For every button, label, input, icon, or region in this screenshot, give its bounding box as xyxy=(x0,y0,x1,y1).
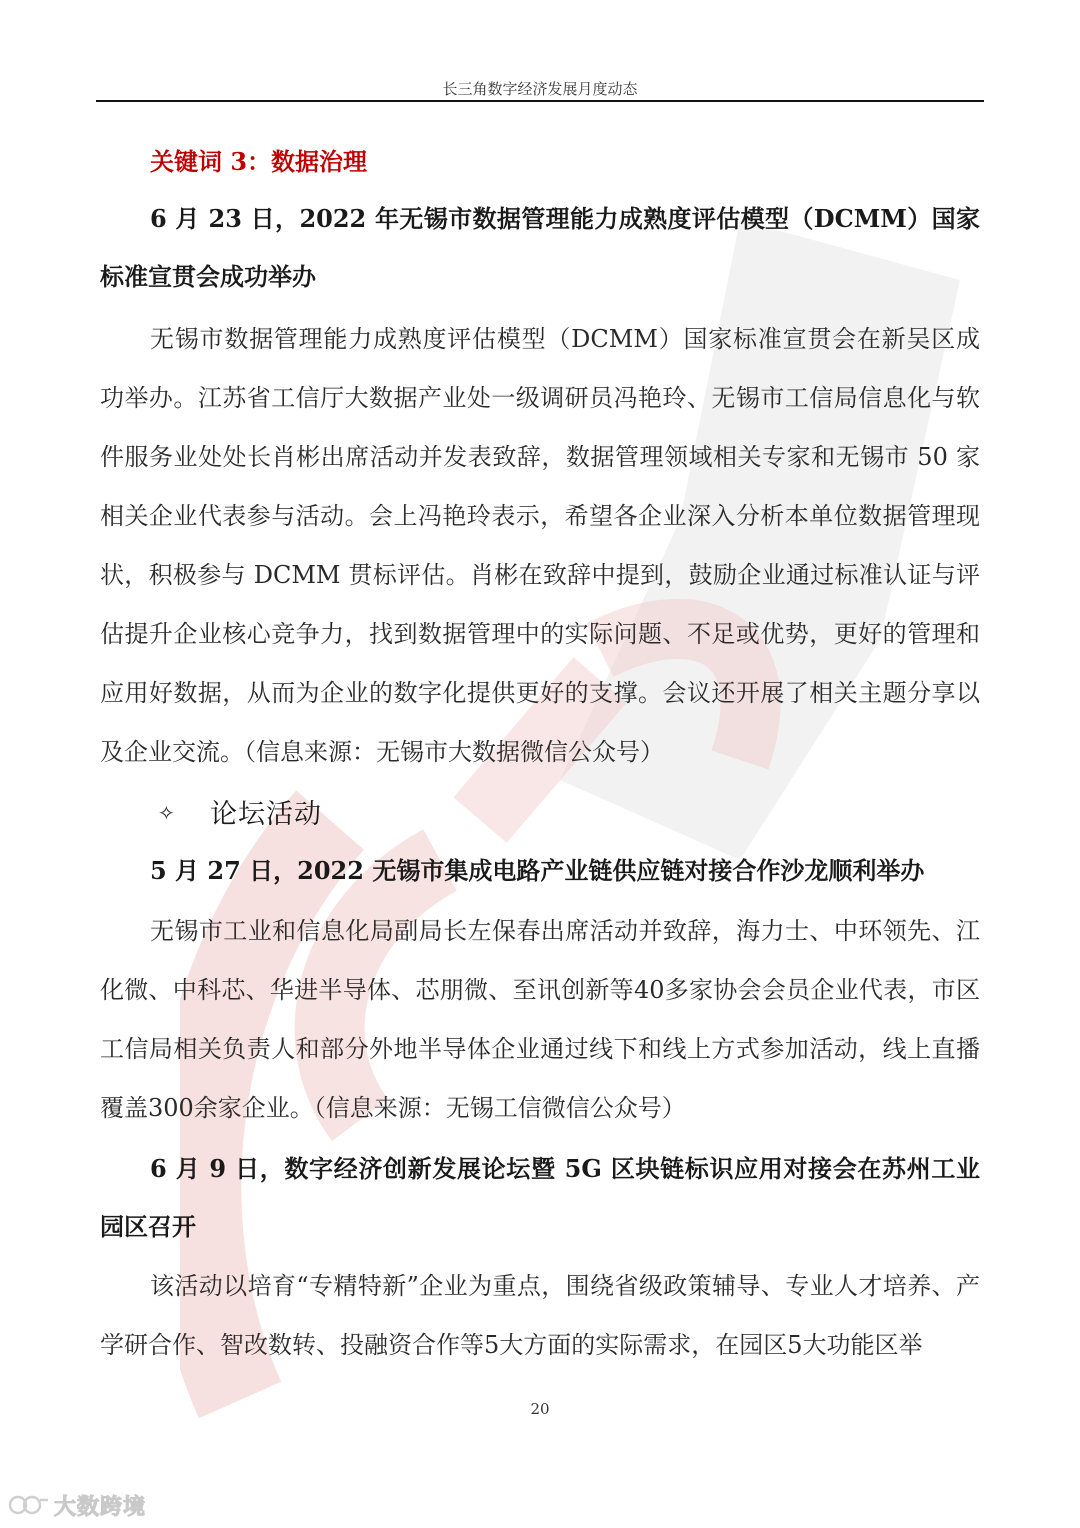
keyword-heading: 关键词 3：数据治理 xyxy=(150,147,368,176)
header-title: 长三角数字经济发展月度动态 xyxy=(442,80,638,98)
news-body-2: 无锡市工业和信息化局副局长左保春出席活动并致辞，海力士、中环领先、江化微、中科芯、华进半导体、芯朋微、至讯创新等40多家协会会员企业代表，市区工信局相关负责人和部分外地半导体企业通过线下和线上方式参加活动，线上直播覆盖300余家企业。（信息来源：无锡工信微信公众号） xyxy=(100,917,980,1122)
news-body-1: 无锡市数据管理能力成熟度评估模型（DCMM）国家标准宣贯会在新吴区成功举办。江苏省工信厅大数据产业处一级调研员冯艳玲、无锡市工信局信息化与软件服务业处处长肖彬出席活动并发表致辞，数据管理领域相关专家和无锡市 50 家相关企业代表参与活动。会上冯艳玲表示，希望各企业深入分析本单位数据管理现状，积极参与 DCMM 贯标评估。肖彬在致辞中提到，鼓励企业通过标准认证与评估提升企业核心竞争力，找到数据管理中的实际问题、不足或优势，更好的管理和应用好数据，从而为企业的数字化提供更好的支撑。会议还开展了相关主题分享以及企业交流。（信息来源：无锡市大数据微信公众号） xyxy=(100,325,980,766)
brand-logo-icon xyxy=(8,1492,52,1518)
diamond-icon: ✧ xyxy=(158,801,175,825)
news-heading-3: 6 月 9 日，数字经济创新发展论坛暨 5G 区块链标识应用对接会在苏州工业园区召开 xyxy=(100,1154,980,1241)
news-heading-2: 5 月 27 日，2022 无锡市集成电路产业链供应链对接合作沙龙顺利举办 xyxy=(150,856,925,885)
header-rule xyxy=(96,100,984,102)
page-number: 20 xyxy=(530,1400,550,1418)
news-body-3: 该活动以培育“专精特新”企业为重点，围绕省级政策辅导、专业人才培养、产学研合作、智改数转、投融资合作等5大方面的实际需求，在园区5大功能区举 xyxy=(100,1272,980,1359)
news-heading-1: 6 月 23 日，2022 年无锡市数据管理能力成熟度评估模型（DCMM）国家标准宣贯会成功举办 xyxy=(100,204,980,291)
section-label: 论坛活动 xyxy=(210,799,322,830)
brand-logo xyxy=(8,1490,146,1520)
brand-logo-text: 大数跨境 xyxy=(54,1494,147,1520)
section-forum xyxy=(158,792,322,831)
